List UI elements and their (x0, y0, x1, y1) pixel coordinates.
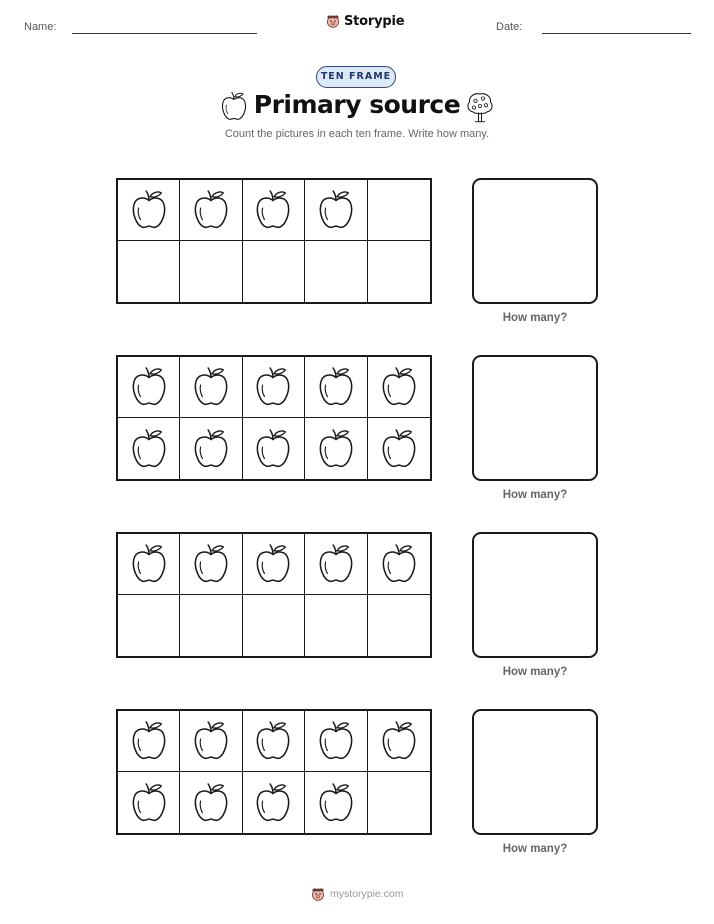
date-label: Date: (496, 21, 523, 33)
ten-frame-cell (243, 772, 305, 833)
date-line[interactable] (542, 33, 691, 34)
apple-icon (380, 428, 418, 470)
instructions: Count the pictures in each ten frame. Write how many. (224, 128, 490, 140)
ten-frame-cell (305, 711, 367, 772)
apple-icon (130, 720, 168, 762)
ten-frame-cell (243, 241, 305, 302)
apple-icon (254, 720, 292, 762)
ten-frame-cell (118, 534, 180, 595)
ten-frame (116, 532, 432, 658)
answer-box[interactable] (472, 532, 598, 658)
ten-frame (116, 178, 432, 304)
apple-icon (192, 543, 230, 585)
ten-frame-cell (118, 772, 180, 833)
apple-icon (317, 428, 355, 470)
apple-icon (192, 720, 230, 762)
apple-icon (254, 782, 292, 824)
ten-frame-cell (305, 534, 367, 595)
name-line[interactable] (72, 33, 257, 34)
ten-frame-cell (305, 595, 367, 656)
ten-frame-badge: TEN FRAME (316, 66, 396, 88)
ten-frame (116, 709, 432, 835)
apple-icon (130, 543, 168, 585)
answer-box[interactable] (472, 355, 598, 481)
ten-frame-cell (368, 772, 430, 833)
apple-tree-icon (465, 91, 495, 124)
name-label: Name: (24, 21, 57, 33)
storypie-logo-icon (325, 13, 341, 29)
apple-icon (254, 543, 292, 585)
ten-frame-cell (368, 241, 430, 302)
apple-icon (254, 428, 292, 470)
ten-frame-cell (180, 595, 242, 656)
ten-frame-cell (368, 357, 430, 418)
apple-icon (317, 720, 355, 762)
apple-icon (380, 543, 418, 585)
apple-icon (130, 782, 168, 824)
apple-icon (254, 189, 292, 231)
apple-icon (130, 366, 168, 408)
apple-icon (317, 782, 355, 824)
ten-frame-cell (180, 180, 242, 241)
ten-frame-cell (243, 595, 305, 656)
apple-icon (130, 189, 168, 231)
how-many-label: How many? (502, 843, 568, 855)
ten-frame-cell (118, 595, 180, 656)
footer-url: mystorypie.com (330, 888, 404, 900)
apple-icon (192, 782, 230, 824)
ten-frame (116, 355, 432, 481)
brand-name: Storypie (344, 13, 405, 29)
ten-frame-cell (305, 418, 367, 479)
footer (310, 886, 404, 902)
how-many-label: How many? (502, 312, 568, 324)
ten-frame-cell (180, 418, 242, 479)
ten-frame-cell (368, 534, 430, 595)
apple-icon (130, 428, 168, 470)
apple-icon (317, 366, 355, 408)
apple-icon (192, 366, 230, 408)
ten-frame-cell (368, 711, 430, 772)
ten-frame-cell (118, 180, 180, 241)
apple-icon (192, 189, 230, 231)
apple-icon (254, 366, 292, 408)
ten-frame-cell (180, 711, 242, 772)
ten-frame-cell (180, 241, 242, 302)
ten-frame-cell (180, 534, 242, 595)
apple-icon (192, 428, 230, 470)
ten-frame-cell (305, 180, 367, 241)
ten-frame-cell (305, 772, 367, 833)
how-many-label: How many? (502, 666, 568, 678)
ten-frame-cell (118, 711, 180, 772)
ten-frame-cell (243, 180, 305, 241)
apple-icon (317, 189, 355, 231)
ten-frame-cell (243, 418, 305, 479)
ten-frame-cell (118, 241, 180, 302)
apple-icon (380, 366, 418, 408)
ten-frame-cell (368, 418, 430, 479)
ten-frame-cell (305, 241, 367, 302)
ten-frame-cell (243, 357, 305, 418)
answer-box[interactable] (472, 709, 598, 835)
ten-frame-cell (180, 772, 242, 833)
ten-frame-cell (118, 418, 180, 479)
ten-frame-cell (305, 357, 367, 418)
answer-box[interactable] (472, 178, 598, 304)
apple-icon (317, 543, 355, 585)
ten-frame-cell (243, 534, 305, 595)
ten-frame-cell (368, 180, 430, 241)
ten-frame-cell (243, 711, 305, 772)
apple-icon (380, 720, 418, 762)
ten-frame-cell (180, 357, 242, 418)
page-title: Primary source (253, 90, 461, 119)
how-many-label: How many? (502, 489, 568, 501)
ten-frame-cell (118, 357, 180, 418)
brand-logo (325, 13, 404, 29)
ten-frame-cell (368, 595, 430, 656)
storypie-logo-icon (310, 886, 326, 902)
